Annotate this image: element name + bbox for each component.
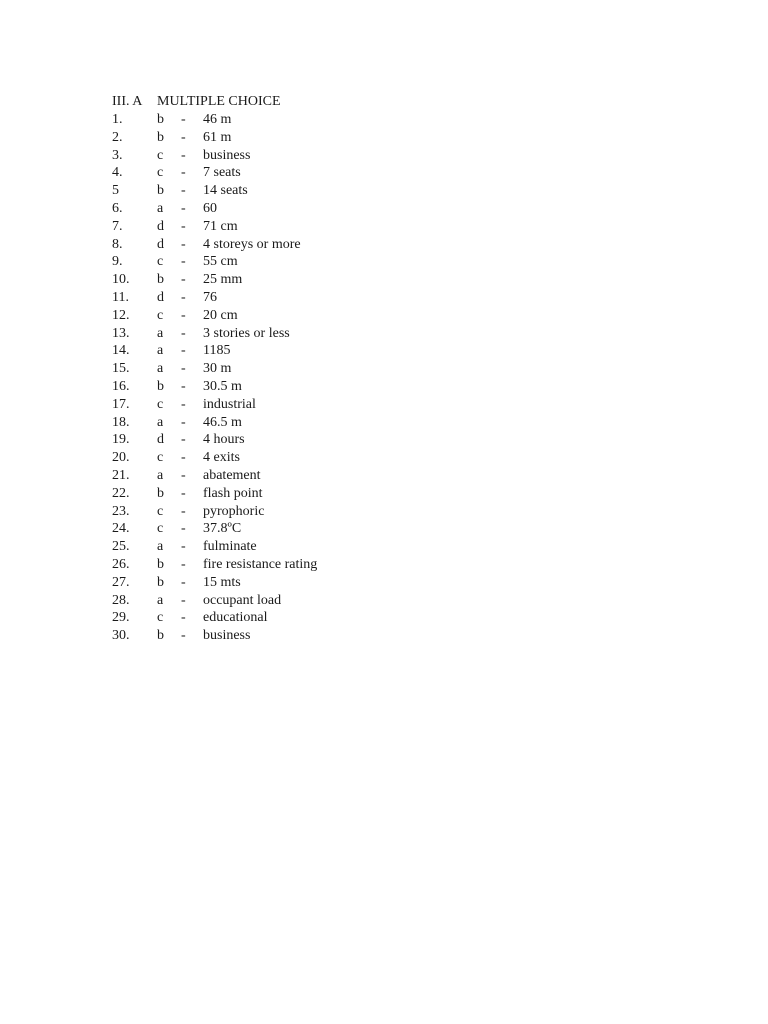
answer-number: 12. xyxy=(112,307,130,323)
answer-row xyxy=(112,253,552,271)
answer-number: 27. xyxy=(112,574,130,590)
answer-row xyxy=(112,200,552,218)
answer-letter: a xyxy=(157,325,164,341)
answer-text: 46 m xyxy=(203,112,232,127)
answer-text: business xyxy=(203,147,251,163)
answer-number: 14. xyxy=(112,343,130,359)
answer-dash: - xyxy=(181,289,186,305)
answer-dash: - xyxy=(181,414,186,430)
answer-dash: - xyxy=(181,503,186,519)
answer-number: 7. xyxy=(112,218,123,234)
answer-dash: - xyxy=(181,165,186,181)
answer-dash: - xyxy=(181,236,186,252)
answer-dash: - xyxy=(181,343,186,359)
answer-dash: - xyxy=(181,378,186,394)
answer-letter: c xyxy=(157,503,164,519)
answer-letter: a xyxy=(157,592,164,608)
answer-dash: - xyxy=(181,218,186,234)
answer-row xyxy=(112,449,552,467)
answer-number: 3. xyxy=(112,147,123,163)
answer-row xyxy=(112,485,552,503)
answer-letter: b xyxy=(157,272,164,288)
answer-row xyxy=(112,627,552,645)
answer-text: 15 mts xyxy=(203,574,241,590)
answer-letter: c xyxy=(157,610,164,626)
answer-number: 20. xyxy=(112,450,130,466)
answer-letter: b xyxy=(157,485,164,501)
answer-dash: - xyxy=(181,307,186,323)
answer-number: 13. xyxy=(112,325,130,341)
answer-dash: - xyxy=(181,592,186,608)
answer-number: 9. xyxy=(112,254,123,270)
answer-text: 4 hours xyxy=(203,432,245,448)
answer-text: 37.8ºC xyxy=(203,521,242,537)
answer-letter: a xyxy=(157,343,164,359)
answer-row xyxy=(112,236,552,254)
answer-dash: - xyxy=(181,610,186,626)
answer-dash: - xyxy=(181,432,186,448)
answer-row xyxy=(112,538,552,556)
answer-row xyxy=(112,467,552,485)
answer-text: educational xyxy=(203,610,268,626)
answer-text: 30.5 m xyxy=(203,378,242,394)
answer-number: 18. xyxy=(112,414,130,430)
section-heading xyxy=(112,93,552,111)
answer-text: 7 seats xyxy=(203,165,241,181)
answer-row xyxy=(112,396,552,414)
answer-letter: c xyxy=(157,307,164,323)
answer-text: business xyxy=(203,628,251,644)
answer-letter: d xyxy=(157,236,164,252)
answer-letter: d xyxy=(157,432,164,448)
answer-text: fire resistance rating xyxy=(203,556,318,572)
answer-dash: - xyxy=(181,183,186,199)
answer-text: 14 seats xyxy=(203,183,248,199)
answer-row xyxy=(112,609,552,627)
answer-dash: - xyxy=(181,147,186,163)
answer-text: 46.5 m xyxy=(203,414,242,430)
answer-text: 4 exits xyxy=(203,450,240,466)
answer-letter: a xyxy=(157,414,164,430)
answer-text: 4 storeys or more xyxy=(203,236,301,252)
answer-dash: - xyxy=(181,129,186,145)
answer-letter: c xyxy=(157,165,164,181)
answer-dash: - xyxy=(181,361,186,377)
answer-dash: - xyxy=(181,539,186,555)
answer-row xyxy=(112,520,552,538)
answer-number: 28. xyxy=(112,592,130,608)
answer-row xyxy=(112,556,552,574)
answer-text: fulminate xyxy=(203,539,257,555)
answer-dash: - xyxy=(181,521,186,537)
answer-number: 19. xyxy=(112,432,130,448)
answer-row xyxy=(112,378,552,396)
answer-number: 29. xyxy=(112,610,130,626)
answer-letter: b xyxy=(157,378,164,394)
answer-dash: - xyxy=(181,200,186,216)
answer-row xyxy=(112,574,552,592)
answer-text: pyrophoric xyxy=(203,503,265,519)
answer-text: flash point xyxy=(203,485,263,501)
answer-number: 5 xyxy=(112,183,119,199)
answer-number: 30. xyxy=(112,628,130,644)
answer-dash: - xyxy=(181,272,186,288)
answer-number: 26. xyxy=(112,556,130,572)
answer-number: 1. xyxy=(112,112,123,127)
answer-dash: - xyxy=(181,396,186,412)
answer-letter: c xyxy=(157,396,164,412)
answer-text: 60 xyxy=(203,200,217,216)
answer-letter: a xyxy=(157,539,164,555)
answer-row xyxy=(112,129,552,147)
answer-text: 25 mm xyxy=(203,272,243,288)
answer-row xyxy=(112,147,552,165)
answer-dash: - xyxy=(181,485,186,501)
answer-row xyxy=(112,218,552,236)
answer-text: 76 xyxy=(203,289,217,305)
answer-letter: c xyxy=(157,450,164,466)
answer-letter: b xyxy=(157,112,164,127)
answer-number: 2. xyxy=(112,129,123,145)
answer-row xyxy=(112,342,552,360)
answer-dash: - xyxy=(181,325,186,341)
answer-letter: a xyxy=(157,467,164,483)
answer-number: 8. xyxy=(112,236,123,252)
answer-row xyxy=(112,503,552,521)
answer-row xyxy=(112,414,552,432)
answer-text: 1185 xyxy=(203,343,231,359)
answer-row xyxy=(112,307,552,325)
answer-dash: - xyxy=(181,574,186,590)
answer-number: 23. xyxy=(112,503,130,519)
answer-list xyxy=(112,111,552,645)
answer-text: 3 stories or less xyxy=(203,325,290,341)
answer-text: 30 m xyxy=(203,361,232,377)
answer-number: 21. xyxy=(112,467,130,483)
answer-dash: - xyxy=(181,556,186,572)
answer-dash: - xyxy=(181,467,186,483)
answer-text: 61 m xyxy=(203,129,232,145)
answer-row xyxy=(112,325,552,343)
answer-text: abatement xyxy=(203,467,261,483)
answer-key xyxy=(112,93,552,645)
answer-row xyxy=(112,360,552,378)
answer-row xyxy=(112,592,552,610)
answer-number: 15. xyxy=(112,361,130,377)
answer-dash: - xyxy=(181,628,186,644)
answer-row xyxy=(112,182,552,200)
answer-number: 17. xyxy=(112,396,130,412)
answer-letter: b xyxy=(157,129,164,145)
answer-letter: c xyxy=(157,521,164,537)
answer-letter: a xyxy=(157,361,164,377)
answer-number: 6. xyxy=(112,200,123,216)
answer-letter: b xyxy=(157,574,164,590)
answer-row xyxy=(112,271,552,289)
answer-text: industrial xyxy=(203,396,256,412)
section-number: III. A xyxy=(112,94,143,109)
answer-dash: - xyxy=(181,112,186,127)
answer-letter: d xyxy=(157,218,164,234)
answer-row xyxy=(112,289,552,307)
answer-row xyxy=(112,164,552,182)
answer-number: 4. xyxy=(112,165,123,181)
answer-letter: c xyxy=(157,147,164,163)
answer-text: 20 cm xyxy=(203,307,238,323)
answer-letter: b xyxy=(157,628,164,644)
answer-number: 16. xyxy=(112,378,130,394)
answer-letter: b xyxy=(157,183,164,199)
answer-dash: - xyxy=(181,254,186,270)
answer-row xyxy=(112,111,552,129)
answer-letter: c xyxy=(157,254,164,270)
answer-row xyxy=(112,431,552,449)
section-title: MULTIPLE CHOICE xyxy=(157,94,281,109)
answer-number: 22. xyxy=(112,485,130,501)
answer-letter: d xyxy=(157,289,164,305)
answer-number: 25. xyxy=(112,539,130,555)
answer-text: 71 cm xyxy=(203,218,238,234)
answer-text: 55 cm xyxy=(203,254,238,270)
answer-number: 24. xyxy=(112,521,130,537)
answer-number: 10. xyxy=(112,272,130,288)
answer-number: 11. xyxy=(112,289,129,305)
answer-dash: - xyxy=(181,450,186,466)
answer-letter: b xyxy=(157,556,164,572)
answer-text: occupant load xyxy=(203,592,282,608)
answer-letter: a xyxy=(157,200,164,216)
